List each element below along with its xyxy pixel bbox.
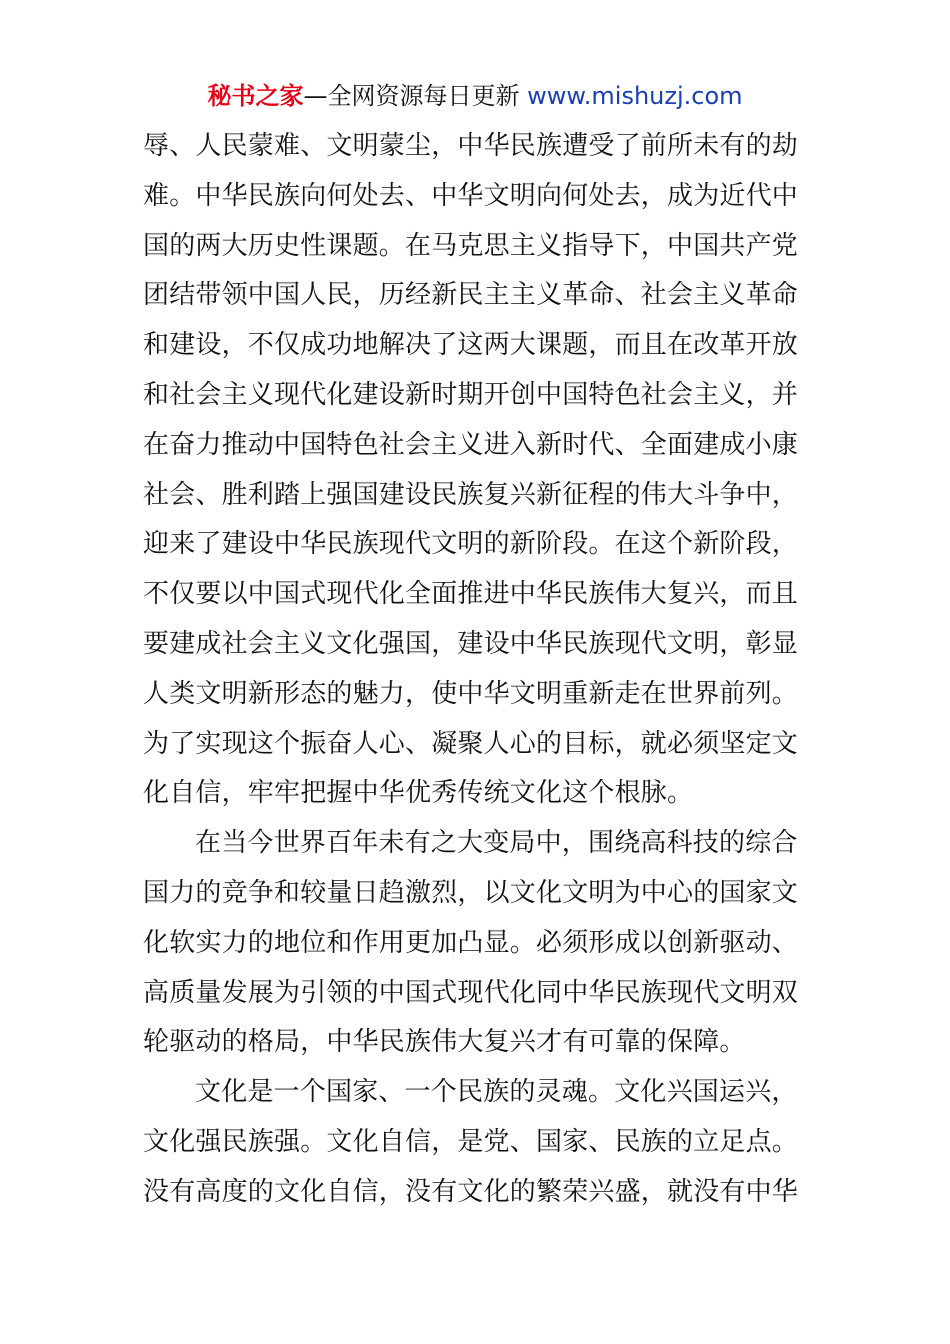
text-line: 国力的竞争和较量日趋激烈，以文化文明为中心的国家文 (143, 877, 799, 908)
text-line: 化自信，牢牢把握中华优秀传统文化这个根脉。 (143, 778, 694, 809)
text-line: 文化强民族强。文化自信，是党、国家、民族的立足点。 (143, 1126, 799, 1157)
site-url[interactable]: www.mishuzj.com (527, 82, 743, 110)
paragraph-first-line: 文化是一个国家、一个民族的灵魂。文化兴国运兴， (195, 1077, 798, 1108)
text-line: 辱、人民蒙难、文明蒙尘，中华民族遭受了前所未有的劫 (143, 131, 799, 161)
site-brand: 秘书之家 (207, 82, 304, 110)
text-line: 团结带领中国人民，历经新民主主义革命、社会主义革命 (143, 280, 799, 311)
text-line: 国的两大历史性课题。在马克思主义指导下，中国共产党 (143, 230, 799, 261)
text-line: 没有高度的文化自信，没有文化的繁荣兴盛，就没有中华 (143, 1176, 799, 1207)
text-line: 难。中华民族向何处去、中华文明向何处去，成为近代中 (143, 180, 799, 211)
text-line: 和社会主义现代化建设新时期开创中国特色社会主义，并 (143, 379, 799, 410)
text-line: 要建成社会主义文化强国，建设中华民族现代文明，彰显 (143, 628, 799, 659)
text-line: 轮驱动的格局，中华民族伟大复兴才有可靠的保障。 (143, 1027, 746, 1058)
text-line: 人类文明新形态的魅力，使中华文明重新走在世界前列。 (143, 678, 799, 709)
text-line: 为了实现这个振奋人心、凝聚人心的目标，就必须坚定文 (143, 728, 799, 759)
document-body (143, 122, 808, 1218)
text-line: 社会、胜利踏上强国建设民族复兴新征程的伟大斗争中， (143, 479, 799, 510)
text-line: 高质量发展为引领的中国式现代化同中华民族现代文明双 (143, 977, 799, 1008)
site-tagline: —全网资源每日更新 (303, 82, 528, 110)
text-line: 迎来了建设中华民族现代文明的新阶段。在这个新阶段， (143, 529, 799, 560)
text-line: 不仅要以中国式现代化全面推进中华民族伟大复兴，而且 (143, 579, 799, 610)
text-line: 在奋力推动中国特色社会主义进入新时代、全面建成小康 (143, 429, 799, 460)
page-header (0, 80, 950, 112)
text-line: 化软实力的地位和作用更加凸显。必须形成以创新驱动、 (143, 927, 799, 958)
paragraph-first-line: 在当今世界百年未有之大变局中，围绕高科技的综合 (195, 828, 798, 859)
text-line: 和建设，不仅成功地解决了这两大课题，而且在改革开放 (143, 330, 799, 361)
